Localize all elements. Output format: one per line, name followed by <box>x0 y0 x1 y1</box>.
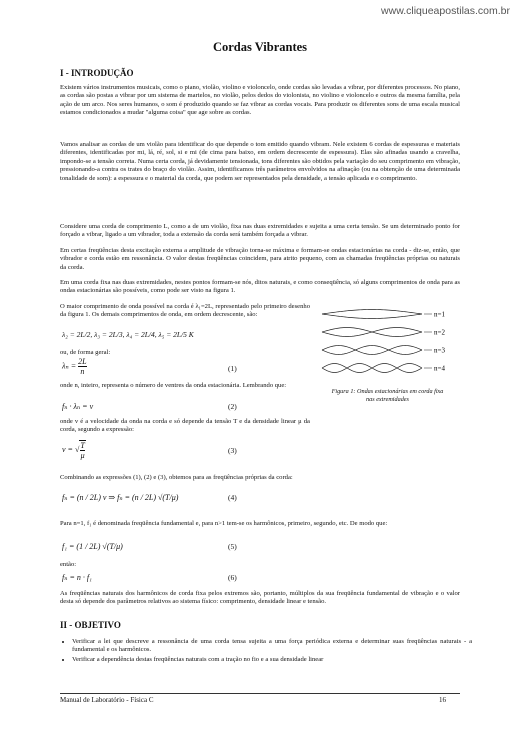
page-title: Cordas Vibrantes <box>212 40 308 54</box>
figure-standing-waves <box>318 305 454 381</box>
equation-5-number: (5) <box>228 542 237 551</box>
equation-1-lhs: λₙ = <box>62 361 77 371</box>
objective-item: • Verificar a lei que descreve a ressonância de uma corda tensa sujeita a uma força periódica externa e determinar suas freqüências naturais - a fundamental e os harmônicos. <box>72 638 472 655</box>
intro-paragraph-2: Vamos analisar as cordas de um violão para identificar do que depende o tom emitido quando vibram. Nele existem 6 cordas de espessuras e materiais diferentes, identificadas por mi, lá, ré, sol, si e mi (de cima para baixo, em ordem decrescente de espessura). Elas são afinadas usando a cravelha, impondo-se a tensão correta. Numa certa corda, já devidamente tensionada, tons diferentes são obtidos pela variação do seu comprimento em vibração, pressionando-a contra os trates do braço do violão. Assim, identificamos três parâmetros envolvidos na afinação (ou na obtenção de uma determinada tonalidade de som): a espessura e o material da corda, que podem ser representados pela densidade, a tensão aplicada e o comprimento. <box>60 141 460 182</box>
site-url[interactable]: www.cliqueapostilas.com.br <box>381 5 510 17</box>
paragraph-harmonics-conclusion: As freqüências naturais dos harmônicos de corda fixa pelos extremos são, portanto, múltiplos da sua freqüência fundamental de vibração e o valor desta só depende dos parâmetros relativos ao sistema físico: comprimento, densidade linear e tensão. <box>60 590 460 606</box>
equation-3-lhs: v = <box>62 444 73 454</box>
section-heading-introducao: I - INTRODUÇÃO <box>60 68 134 78</box>
paragraph-ventres: onde n, inteiro, representa o número de ventres da onda estacionária. Lembrando que: <box>60 382 287 389</box>
objectives-list <box>60 638 472 665</box>
equation-1-denominator: n <box>80 367 85 376</box>
paragraph-fundamental: Para n=1, f₁ é denominada freqüência fundamental e, para n>1 tem-se os harmônicos, primeiro, segundo, etc. De modo que: <box>60 520 388 527</box>
equation-3-number: (3) <box>228 446 237 455</box>
equation-3-fraction <box>80 441 84 460</box>
standing-wave-curve <box>322 314 422 319</box>
equation-1-fraction <box>78 357 86 376</box>
objective-item: • Verificar a dependência destas freqüências naturais com a tração no fio e a sua densidade linear <box>72 656 472 664</box>
equation-1-numerator: 2L <box>78 357 87 366</box>
page-footer <box>60 693 460 704</box>
equation-3-denominator: μ <box>80 451 85 460</box>
intro-paragraph-1: Existem vários instrumentos musicais, como o piano, violão, violino e violoncelo, onde cordas são levadas a vibrar, por diferentes processos. No piano, as cordas são postas a vibrar por um sistema de martelos, no violão, pelos dedos do violonista, no violino e violoncelo e outros da mesma família, pela ação de um arco. Nos seres humanos, o som é produzido quando se faz vibrar as cordas vocais. Para produzir os diferentes sons de uma escala musical estamos condicionados a mudar "alguma coisa" que age sobre as cordas. <box>60 84 460 117</box>
footer-page-number: 16 <box>439 696 446 704</box>
equation-1-number: (1) <box>228 364 237 373</box>
equation-6: fₙ = n · f₁ <box>62 573 92 582</box>
intro-paragraph-4: Em certas freqüências desta excitação externa a amplitude de vibração torna-se máxima e formam-se ondas estacionárias na corda - diz-se, então, que vibrador e corda estão em ressonância. O valor destas freqüências coincidem, para atrito pequeno, com as chamadas freqüências próprias ou naturais da corda. <box>60 247 460 271</box>
equation-4: fₙ = (n / 2L) v ⇒ fₙ = (n / 2L) √(T/μ) <box>62 493 179 502</box>
mode-label: n=4 <box>434 364 445 373</box>
label-general-form: ou, de forma geral: <box>60 349 111 356</box>
sqrt-symbol: √ <box>74 444 80 454</box>
equation-3-numerator: T <box>80 441 85 450</box>
equation-3 <box>62 440 86 460</box>
footer-manual-title: Manual de Laboratório - Física C <box>60 696 154 704</box>
equation-6-number: (6) <box>228 573 237 582</box>
intro-paragraph-5: Em uma corda fixa nas duas extremidades, nestes pontos formam-se nós, ditos naturais, e como conseqüência, só alguns comprimentos de onda para as ondas estacionárias são possíveis, como pode ser visto na figura 1. <box>60 279 460 295</box>
mode-label: n=1 <box>434 310 445 319</box>
mode-label: n=2 <box>434 328 445 337</box>
equation-2: fₙ · λₙ = v <box>62 402 94 411</box>
intro-paragraph-3: Considere uma corda de comprimento L, como a de um violão, fixa nas duas extremidades e sujeita a uma certa tensão. Se um determinado ponto for forçado a vibrar, ligado a um vibrador, toda a extensão da corda será também forçada a vibrar. <box>60 223 460 239</box>
standing-wave-curve <box>322 346 422 355</box>
standing-wave-curve <box>322 346 422 355</box>
equation-wavelength-list: λ₂ = 2L/2, λ₃ = 2L/3, λ₄ = 2L/4, λ₅ = 2L/5 K <box>62 330 194 339</box>
label-then: então: <box>60 561 77 568</box>
standing-wave-curve <box>322 364 422 373</box>
figure-caption: Figura 1: Ondas estacionárias em corda fixa nas extremidades <box>331 388 444 403</box>
standing-waves-diagram <box>318 305 454 381</box>
intro-paragraph-6: O maior comprimento de onda possível na corda é λ₁=2L, representado pelo primeiro desenho da figura 1. Os demais comprimentos de onda, em ordem decrescente, são: <box>60 303 310 319</box>
section-heading-objetivo: II - OBJETIVO <box>60 620 121 630</box>
paragraph-combining: Combinando as expressões (1), (2) e (3), obtemos para as freqüências próprias da corda: <box>60 474 293 481</box>
equation-1 <box>62 357 87 376</box>
mode-label: n=3 <box>434 346 445 355</box>
equation-5: f₁ = (1 / 2L) √(T/μ) <box>62 542 123 551</box>
equation-2-number: (2) <box>228 402 237 411</box>
paragraph-velocity: onde v é a velocidade da onda na corda e só depende da tensão T e da densidade linear μ da corda, segundo a expressão: <box>60 418 310 434</box>
standing-wave-curve <box>322 328 422 337</box>
equation-4-number: (4) <box>228 493 237 502</box>
standing-wave-curve <box>322 310 422 315</box>
